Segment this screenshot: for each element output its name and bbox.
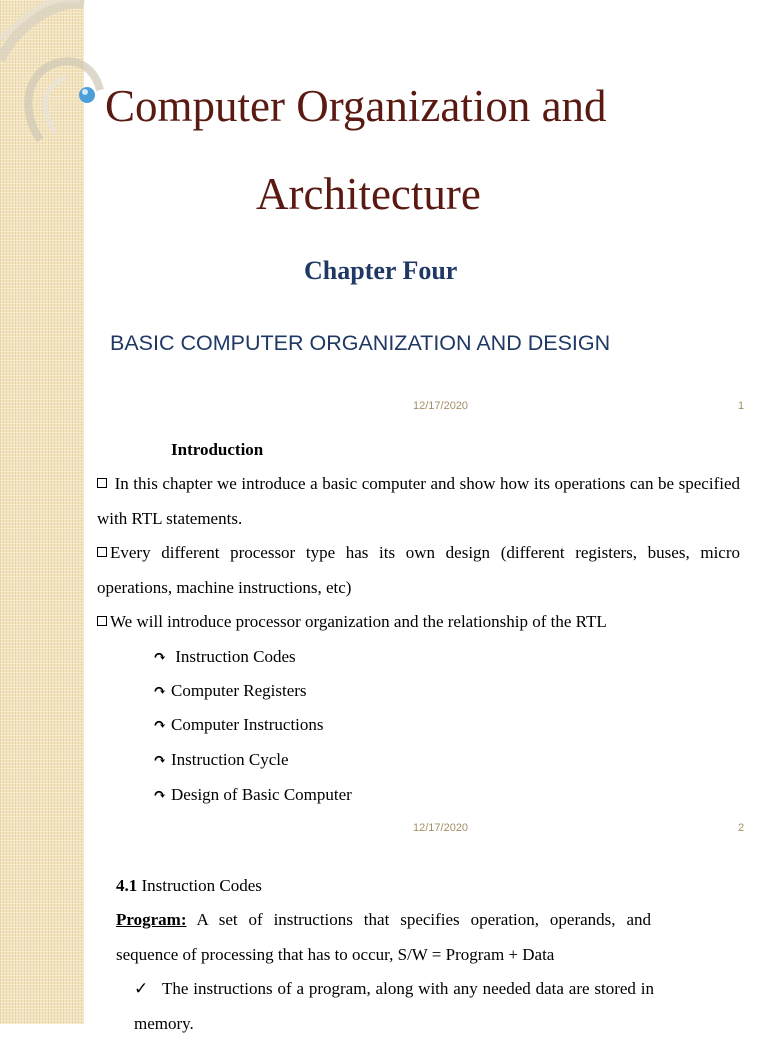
blue-orb-icon [79, 87, 95, 103]
term-label: Program: [116, 910, 187, 929]
list-item [153, 640, 296, 675]
section-title: Instruction Codes [141, 876, 262, 895]
section-number: 4.1 [116, 876, 138, 895]
curved-arrow-icon: ↷ [153, 752, 167, 769]
paragraph-text: In this chapter we introduce a basic computer and show how its operations can be specified with RTL statements. [97, 474, 740, 528]
slide-title-line1: Computer Organization and [105, 81, 607, 131]
list-item [153, 708, 324, 743]
paragraph-text: We will introduce processor organization and the relationship of the RTL [110, 612, 607, 631]
checkbox-bullet-icon [97, 547, 107, 557]
list-item-label: Design of Basic Computer [171, 785, 352, 804]
slide2-footer-date: 12/17/2020 [413, 822, 469, 834]
check-list-item [134, 972, 654, 1041]
slide1-footer-date: 12/17/2020 [413, 400, 469, 412]
section-heading [116, 869, 262, 903]
introduction-heading: Introduction [171, 440, 264, 459]
list-item-label: Computer Registers [171, 681, 307, 700]
checkbox-bullet-icon [97, 616, 107, 626]
program-definition [116, 903, 651, 972]
checkbox-bullet-icon [97, 478, 107, 488]
checkmark-icon: ✓ [134, 979, 149, 998]
curved-arrow-icon: ↷ [153, 787, 167, 804]
curved-arrow-icon: ↷ [153, 717, 167, 734]
list-item [153, 743, 289, 778]
list-item-label: Instruction Cycle [171, 750, 289, 769]
list-item-label: Computer Instructions [171, 715, 324, 734]
slide1-page-number: 1 [738, 400, 745, 412]
intro-paragraph-2 [97, 536, 740, 605]
intro-paragraph-3 [97, 605, 740, 640]
check-item-text: The instructions of a program, along with any needed data are stored in memory. [134, 979, 654, 1033]
slide-subtitle: BASIC COMPUTER ORGANIZATION AND DESIGN [110, 331, 611, 355]
curved-arrow-icon: ↷ [153, 649, 167, 666]
chapter-heading: Chapter Four [304, 256, 458, 285]
definition-text: A set of instructions that specifies operation, operands, and sequence of processing that has to occur, S/W = Program + Data [116, 910, 651, 964]
intro-paragraph-1 [97, 467, 740, 536]
list-item [153, 778, 352, 813]
slide-title-line2: Architecture [256, 169, 481, 219]
decorative-side-strip [0, 0, 84, 1024]
list-item [153, 674, 307, 709]
paragraph-text: Every different processor type has its own design (different registers, buses, micro operations, machine instructions, etc) [97, 543, 740, 597]
list-item-label: Instruction Codes [175, 647, 296, 666]
curved-arrow-icon: ↷ [153, 683, 167, 700]
slide2-page-number: 2 [738, 822, 745, 834]
